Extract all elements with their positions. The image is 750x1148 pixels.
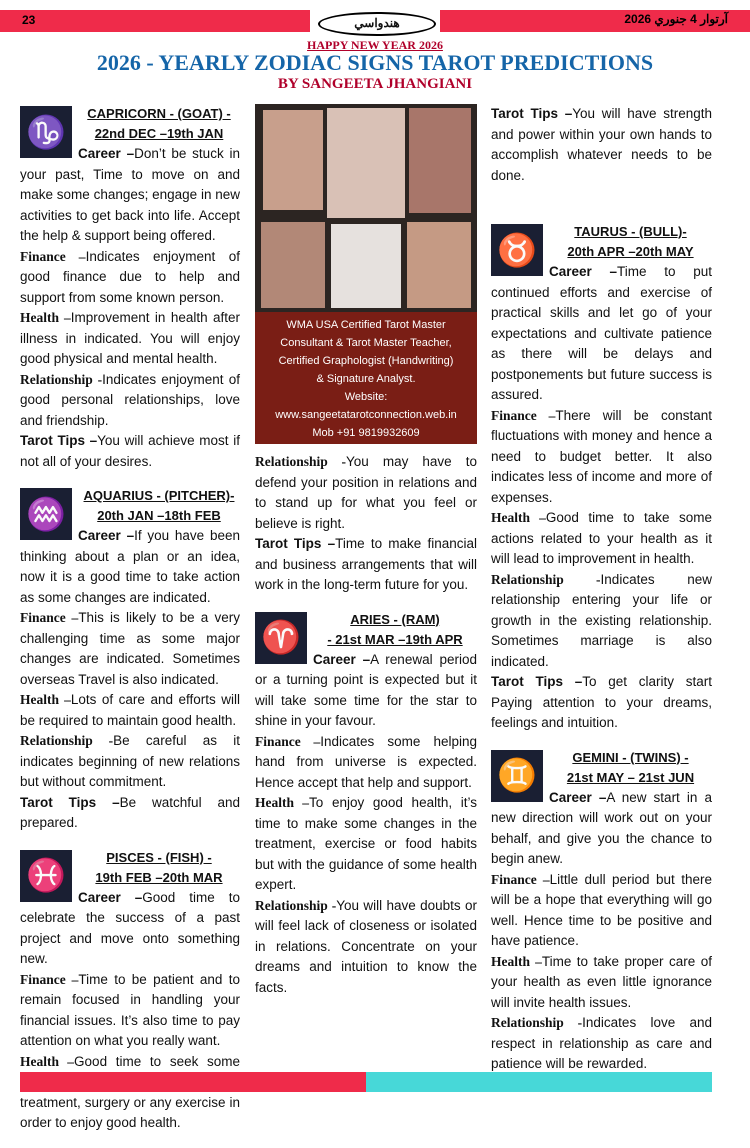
tarot-label: Tarot Tips – [255,536,336,551]
relationship-label: Relationship - [20,371,103,387]
finance-label: Finance – [491,407,556,423]
aquarius-section [20,486,240,834]
taurus-relationship: Indicates new relationship entering your life or growth in the existing relationship. Sometimes marriage is also indicated. [491,571,712,669]
gemini-health: Time to take proper care of your health as even little ignorance will invite health issues. [491,953,712,1010]
gemini-icon: ♊ [491,750,543,802]
relationship-label: Relationship - [20,733,114,748]
ad-line: & Signature Analyst. [316,373,416,385]
aries-health: To enjoy good health, it’s time to make some changes in the treatment, exercise or food habits but with the guidance of some health expert. [255,795,477,892]
health-label: Health – [491,953,542,969]
relationship-label: Relationship - [491,571,601,587]
taurus-dates: 20th APR –20th MAY [567,244,694,259]
capricorn-health: Improvement in health after illness in indicated. You will enjoy good physical and mental health. [20,310,240,366]
taurus-heading: TAURUS - (BULL)- [574,224,687,239]
gemini-dates: 21st MAY – 21st JUN [566,769,695,785]
capricorn-career: Don’t be stuck in your past, Time to move on and make some changes; engage in new activities to get back into life. Accept the help & support being offered. [20,146,240,243]
tarot-label: Tarot Tips – [491,674,583,689]
relationship-label: Relationship - [255,897,337,913]
gemini-finance: Little dull period but there will be a hope that everything will go well. Hence time to be positive and have patience. [491,871,712,948]
newspaper-logo: هندواسي [318,12,436,36]
pisces-dates: 19th FEB –20th MAR [95,869,223,885]
page-number: 23 [22,13,36,27]
health-label: Health – [20,1053,75,1069]
footer-color-bar [20,1072,712,1092]
aquarius-icon: ♒ [20,488,72,540]
career-label: Career – [78,889,143,905]
header-date: آرتوار 4 جنوري 2026 [624,12,728,26]
pisces-career: Good time to celebrate the success of a past project and move onto something new. [20,889,240,966]
capricorn-icon: ♑ [20,106,72,158]
career-label: Career – [549,789,607,805]
health-label: Health – [491,510,546,525]
tarot-label: Tarot Tips – [491,106,573,121]
gemini-heading: GEMINI - (TWINS) - [572,749,689,765]
page-title: 2026 - YEARLY ZODIAC SIGNS TAROT PREDICTIONS [96,50,654,75]
health-label: Health – [255,795,310,810]
pisces-finance: Time to be patient and to remain focused in handling your financial issues. It’s also time to pay attention on what you really want. [20,971,240,1048]
career-label: Career – [78,528,135,543]
aries-finance: Indicates some helping hand from universe is expected. Hence accept that help and support. [255,733,477,790]
aquarius-dates: 20th JAN –18th FEB [97,508,221,523]
career-label: Career – [549,264,618,279]
ad-website-label: Website: [344,391,388,403]
aquarius-relationship: Be careful as it indicates beginning of new relations but without commitment. [20,733,240,789]
health-label: Health – [20,692,71,707]
aries-relationship: You will have doubts or will feel lack of closeness or isolated in relations. Concentrate on your dreams and intuition to know the facts. [255,897,478,995]
aries-section [255,610,477,999]
happy-new-year-banner: HAPPY NEW YEAR 2026 [307,38,443,52]
finance-label: Finance – [20,610,79,625]
aquarius-health: Lots of care and efforts will be required to maintain good health. [20,692,240,728]
tarot-reader-advertisement [255,104,477,444]
gemini-section [491,748,712,1075]
top-bar-left [0,10,310,32]
aries-dates: - 21st MAR –19th APR [327,631,463,647]
taurus-tarot: To get clarity start Paying attention to your dreams, feelings and intuition. [491,674,712,730]
capricorn-relationship: Indicates enjoyment of good personal relationships, love and friendship. [20,371,240,428]
aries-heading: ARIES - (RAM) [350,611,440,627]
capricorn-dates: 22nd DEC –19th JAN [94,126,224,141]
tarot-label: Tarot Tips – [20,794,120,810]
taurus-finance: There will be constant fluctuations with money and hence a need to budget better. It also indicates less of income and more of expenses. [491,407,712,505]
aries-career: A renewal period or a turning point is expected but it will take some time for the star to shine in your favour. [255,651,477,728]
ad-phone: Mob +91 9819932609 [312,427,420,439]
taurus-career: Time to put continued efforts and exercise of practical skills and let go of your expectations and cultivate patience as there will be delays and postponements but future success is assured. [491,264,712,402]
gemini-relationship: Indicates love and respect in relationship as care and patience will be rewarded. [491,1015,713,1071]
health-label: Health – [20,310,71,325]
relationship-label: Relationship - [491,1015,583,1030]
column-left [20,104,240,1148]
finance-label: Finance – [20,248,86,264]
finance-label: Finance – [20,971,79,987]
relationship-label: Relationship - [255,454,346,469]
pisces-heading: PISCES - (FISH) - [106,849,212,865]
pisces-continued [255,452,477,596]
aquarius-tarot: Be watchful and prepared. [20,794,241,830]
capricorn-finance: Indicates enjoyment of good finance due to help and support from some known person. [20,248,240,305]
aquarius-heading: AQUARIUS - (PITCHER)- [83,488,235,503]
byline: BY SANGEETA JHANGIANI [277,76,473,92]
pisces-icon: ♓ [20,850,72,902]
aquarius-finance: This is likely to be a very challenging time as some major changes are indicated. Sometimes overseas Travel is also indicated. [20,610,240,687]
pisces-tarot: Time to make financial and business arrangements that will work in the long-term future for you. [255,536,477,592]
career-label: Career – [78,146,135,161]
finance-label: Finance – [491,871,550,887]
ad-website: www.sangeetatarotconnection.web.in [275,409,457,421]
tarot-label: Tarot Tips – [20,433,98,448]
ad-line: Consultant & Tarot Master Teacher, [280,337,452,349]
taurus-icon: ♉ [491,224,543,276]
column-middle [255,104,477,1012]
taurus-health: Good time to take some actions related to your health as it will lead to improvement in health. [491,510,713,566]
aries-continued [491,104,712,186]
capricorn-heading: CAPRICORN - (GOAT) - [87,106,231,121]
finance-label: Finance – [255,733,321,749]
career-label: Career – [313,651,371,667]
capricorn-section [20,104,240,472]
taurus-section [491,222,712,734]
gemini-career: A new start in a new direction will work out on your behalf, and give you the chance to begin anew. [491,789,712,866]
ad-line: Certified Graphologist (Handwriting) [278,355,454,367]
aries-tarot: You will have strength and power within your own hands to accomplish whatever needs to be done. [491,106,713,183]
pisces-health: Good time to seek some treatment, surgery or any exercise in order to enjoy good health. [20,1053,241,1130]
aries-icon: ♈ [255,612,307,664]
column-right [491,104,712,1089]
capricorn-tarot: You will achieve most if not all of your desires. [20,433,240,469]
ad-line: WMA USA Certified Tarot Master [286,319,446,331]
celebrity-photo-collage [255,104,477,312]
aquarius-career: If you have been thinking about a plan or an idea, now it is a good time to take action as some changes are indicated. [20,528,240,605]
pisces-relationship: You may have to defend your position in relations and to stand up for what you feel or believe is right. [255,454,477,531]
